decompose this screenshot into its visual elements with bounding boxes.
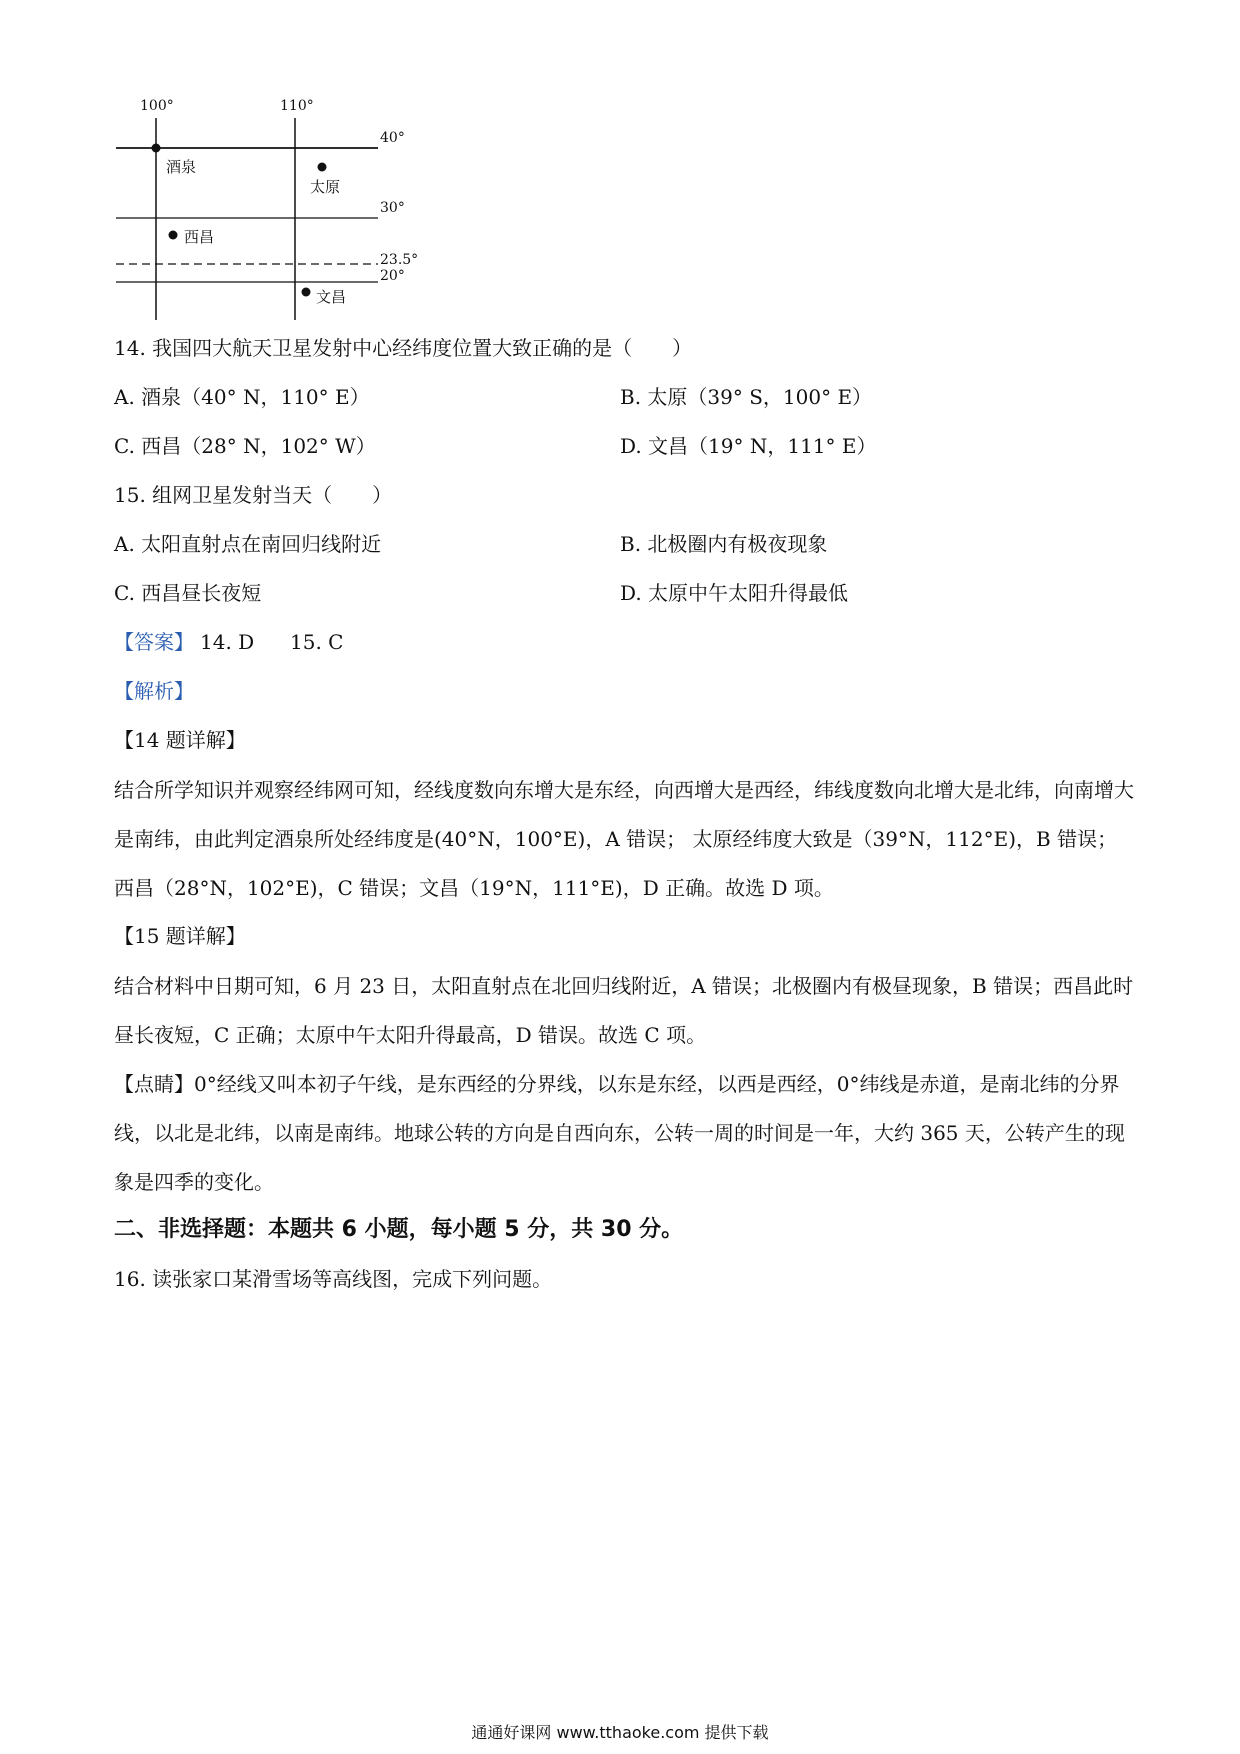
answer-15: 15. C [290,630,344,654]
answer-tag: 【答案】 [114,630,194,654]
lat-label-23-5: 23.5° [380,252,419,268]
footer-source: 通通好课网 www.tthaoke.com 提供下载 [471,1723,769,1742]
lon-label-110: 110° [280,98,314,114]
lon-label-100: 100° [140,98,174,114]
city-label-xichang: 西昌 [184,228,215,246]
answer-14: 14. D [200,630,255,654]
detail-14-text: 结合所学知识并观察经纬网可知，经线度数向东增大是东经，向西增大是西经，纬线度数向北增大是北纬，向南增大是南纬，由此判定酒泉所处经纬度是(40°N，100°E)，A 错误； 太原经纬度大致是（39°N，112°E)，B 错误；西昌（28°N，102°E)，C 错误；文昌（19°N，111°E)，D 正确。故选 D 项。 [114,778,1134,900]
lat-label-20: 20° [380,268,405,284]
city-dot-xichang [169,231,178,240]
q15-option-d: D. 太原中午太阳升得最低 [620,581,849,605]
city-label-wenchang: 文昌 [316,288,347,306]
section-2-heading: 二、非选择题：本题共 6 小题，每小题 5 分，共 30 分。 [114,1217,684,1242]
city-label-taiyuan: 太原 [310,178,341,196]
q14-stem: 14. 我国四大航天卫星发射中心经纬度位置大致正确的是（ ） [114,336,693,360]
tip-text: 0°经线又叫本初子午线，是东西经的分界线，以东是东经，以西是西经，0°纬线是赤道，是南北纬的分界线，以北是北纬，以南是南纬。地球公转的方向是自西向东，公转一周的时间是一年，大约 365 天，公转产生的现象是四季的变化。 [114,1072,1125,1194]
q15-option-b: B. 北极圈内有极夜现象 [620,532,828,556]
analysis-tag: 【解析】 [114,679,194,703]
detail-15-title: 【15 题详解】 [114,924,246,948]
q15-option-c: C. 西昌昼长夜短 [114,581,262,605]
q14-option-a: A. 酒泉（40° N，110° E） [114,385,370,409]
city-dot-jiuquan [152,144,161,153]
tip-tag: 【点睛】 [114,1072,194,1096]
q14-option-d: D. 文昌（19° N，111° E） [620,434,877,458]
lat-lon-grid-map [110,92,440,322]
q14-option-c: C. 西昌（28° N，102° W） [114,434,376,458]
city-dot-wenchang [302,288,311,297]
city-dot-taiyuan [318,163,327,172]
lat-label-40: 40° [380,130,405,146]
q14-option-b: B. 太原（39° S，100° E） [620,385,873,409]
q15-stem: 15. 组网卫星发射当天（ ） [114,483,393,507]
lat-label-30: 30° [380,200,405,216]
q15-option-a: A. 太阳直射点在南回归线附近 [114,532,382,556]
q16-stem: 16. 读张家口某滑雪场等高线图，完成下列问题。 [114,1267,553,1291]
tip-block [114,1060,1134,1207]
detail-14-title: 【14 题详解】 [114,728,246,752]
detail-15-text: 结合材料中日期可知，6 月 23 日，太阳直射点在北回归线附近，A 错误；北极圈内有极昼现象，B 错误；西昌此时昼长夜短，C 正确；太原中午太阳升得最高，D 错误。故选 C 项。 [114,974,1134,1047]
city-label-jiuquan: 酒泉 [166,158,197,176]
